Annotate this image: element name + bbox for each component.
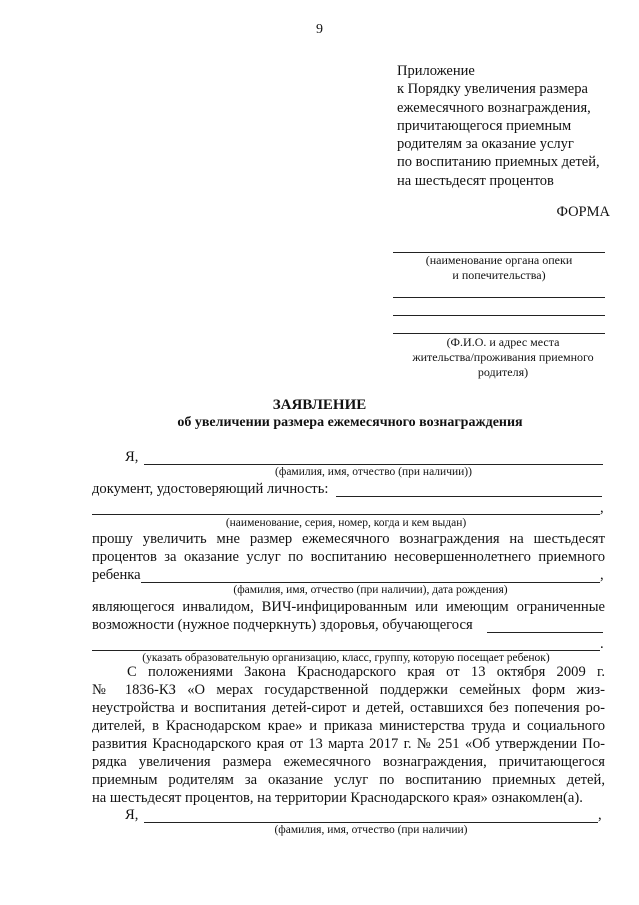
id-document-field-1[interactable] xyxy=(336,496,602,497)
comma: , xyxy=(600,567,604,583)
law-line-last: на шестьдесят процентов, на территории Краснодарского края» ознакомлен(а). xyxy=(92,790,583,806)
comma: , xyxy=(600,500,604,516)
appendix-line: ежемесячного вознаграждения, xyxy=(397,99,591,116)
authority-caption: (наименование органа опеки и попечительства) xyxy=(425,253,573,282)
comma: , xyxy=(598,807,602,823)
document-subtitle: об увеличении размера ежемесячного вознаграждения xyxy=(177,415,523,430)
appendix-line: на шестьдесят процентов xyxy=(397,172,554,189)
appendix-line: Приложение xyxy=(397,63,475,79)
ya-label-2: Я, xyxy=(125,807,139,823)
law-line: развития Краснодарского края от 13 марта 2017 г. № 251 «Об утверждении По- xyxy=(92,736,605,752)
appendix-line: причитающегося приемным xyxy=(397,117,572,134)
person-field-line-2[interactable] xyxy=(393,315,605,316)
child-caption: (фамилия, имя, отчество (при наличии), дата рождения) xyxy=(233,584,508,596)
fio-caption-2: (фамилия, имя, отчество (при наличии) xyxy=(274,824,468,836)
disability-line: являющегося инвалидом, ВИЧ-инфицированным или имеющим ограниченные xyxy=(92,599,605,615)
appendix-line: по воспитанию приемных детей, xyxy=(397,154,600,171)
school-caption: (указать образовательную организацию, класс, группу, которую посещает ребенок) xyxy=(142,652,550,664)
ya-label: Я, xyxy=(125,449,139,465)
appendix-header xyxy=(397,62,600,190)
request-line: процентов за оказание услуг по воспитанию несовершеннолетнего приемного xyxy=(92,549,605,565)
child-label: ребенка xyxy=(92,567,141,583)
law-line: приемным родителям за оказание услуг по воспитанию приемных детей, xyxy=(92,772,605,788)
request-line: прошу увеличить мне размер ежемесячного вознаграждения на шестьдесят xyxy=(92,531,605,547)
law-line: № 1836-КЗ «О мерах государственной поддержки семейных форм жиз- xyxy=(92,682,605,698)
appendix-line: к Порядку увеличения размера xyxy=(397,81,588,98)
law-line: рядка увеличения размера ежемесячного вознаграждения, причитающегося xyxy=(92,754,605,770)
school-field-1[interactable] xyxy=(487,632,603,633)
law-line: неустройства и воспитания детей-сирот и детей, оставшихся без попечения ро- xyxy=(92,700,605,716)
period: . xyxy=(600,636,604,652)
law-line: С положениями Закона Краснодарского края от 13 октября 2009 г. xyxy=(127,664,605,680)
person-field-line-1[interactable] xyxy=(393,297,605,298)
form-label: ФОРМА xyxy=(556,204,610,220)
id-document-caption: (наименование, серия, номер, когда и кем выдан) xyxy=(225,517,467,529)
fio-caption: (фамилия, имя, отчество (при наличии)) xyxy=(275,466,472,478)
person-field-line-3[interactable] xyxy=(393,333,605,334)
id-document-label: документ, удостоверяющий личность: xyxy=(92,481,329,497)
law-line: дителей, в Краснодарском крае» и приказа министерства труда и социального xyxy=(92,718,605,734)
page-number: 9 xyxy=(316,22,323,37)
id-document-field-2[interactable] xyxy=(92,514,600,515)
disability-line: возможности (нужное подчеркнуть) здоровья, обучающегося xyxy=(92,617,473,633)
appendix-line: родителям за оказание услуг xyxy=(397,136,574,153)
document-title: ЗАЯВЛЕНИЕ xyxy=(272,397,367,413)
person-caption: (Ф.И.О. и адрес места жительства/проживания приемного родителя) xyxy=(412,335,594,379)
